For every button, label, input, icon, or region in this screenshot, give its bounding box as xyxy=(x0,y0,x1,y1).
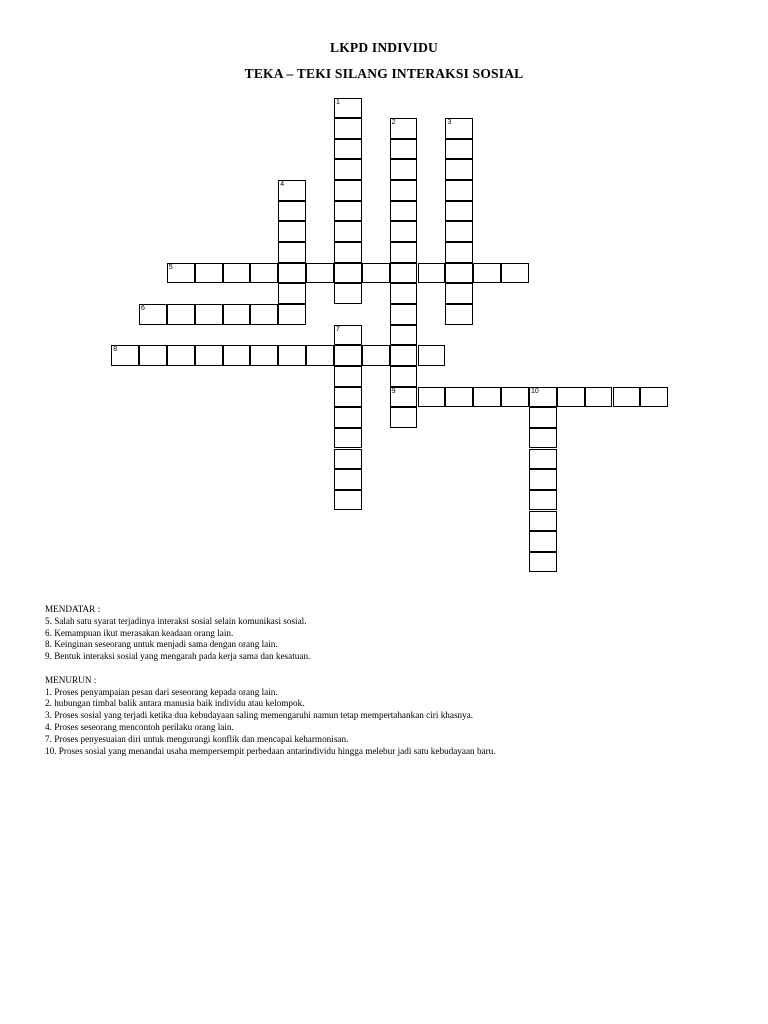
crossword-cell[interactable] xyxy=(278,263,306,284)
down-clue: 1. Proses penyampaian pesan dari seseorang kepada orang lain. xyxy=(45,686,278,697)
across-heading: MENDATAR : xyxy=(45,604,101,614)
crossword-cell[interactable] xyxy=(139,345,167,366)
clue-number: 2 xyxy=(391,119,396,127)
down-clue: 7. Proses penyesuaian diri untuk mengurangi konflik dan mencapai keharmonisan. xyxy=(45,733,349,744)
crossword-cell[interactable] xyxy=(334,263,362,284)
crossword-cell[interactable] xyxy=(529,449,557,470)
crossword-cell[interactable] xyxy=(278,283,306,304)
crossword-cell[interactable] xyxy=(278,242,306,263)
crossword-cell[interactable] xyxy=(613,387,641,408)
crossword-cell[interactable] xyxy=(334,345,362,366)
crossword-cell[interactable] xyxy=(362,345,390,366)
clue-number: 8 xyxy=(113,346,118,354)
crossword-cell[interactable] xyxy=(223,304,251,325)
crossword-cell[interactable] xyxy=(334,366,362,387)
down-heading: MENURUN : xyxy=(45,674,97,685)
crossword-cell[interactable] xyxy=(418,387,446,408)
crossword-cell[interactable] xyxy=(223,345,251,366)
crossword-cell[interactable] xyxy=(278,201,306,222)
crossword-cell[interactable] xyxy=(640,387,668,408)
crossword-cell[interactable] xyxy=(334,325,362,346)
crossword-cell[interactable] xyxy=(445,159,473,180)
across-clue: 9. Bentuk interaksi sosial yang mengarah pada kerja sama dan kesatuan. xyxy=(45,651,311,662)
crossword-cell[interactable] xyxy=(334,449,362,470)
crossword-cell[interactable] xyxy=(445,283,473,304)
crossword-cell[interactable] xyxy=(557,387,585,408)
crossword-cell[interactable] xyxy=(390,304,418,325)
crossword-cell[interactable] xyxy=(501,263,529,284)
down-clue: 3. Proses sosial yang terjadi ketika dua kebudayaan saling memengaruhi namun tetap mempertahankan ciri khasnya. xyxy=(45,710,474,721)
clue-number: 7 xyxy=(336,325,340,333)
crossword-cell[interactable] xyxy=(334,98,362,119)
crossword-cell[interactable] xyxy=(390,325,418,346)
clue-number: 1 xyxy=(336,98,340,106)
crossword-cell[interactable] xyxy=(195,263,223,284)
crossword-cell[interactable] xyxy=(167,263,195,284)
clue-number: 4 xyxy=(280,181,285,189)
crossword-cell[interactable] xyxy=(529,407,557,428)
clue-number: 5 xyxy=(168,263,173,271)
crossword-cell[interactable] xyxy=(445,242,473,263)
crossword-cell[interactable] xyxy=(334,407,362,428)
down-clue: 2. hubungan timbal balik antara manusia baik individu atau kelompok. xyxy=(45,698,305,709)
crossword-cell[interactable] xyxy=(306,345,334,366)
crossword-cell[interactable] xyxy=(390,366,418,387)
crossword-cell[interactable] xyxy=(390,387,418,408)
crossword-cell[interactable] xyxy=(445,387,473,408)
across-clue: 8. Keinginan seseorang untuk menjadi sama dengan orang lain. xyxy=(45,639,278,650)
crossword-cell[interactable] xyxy=(334,180,362,201)
crossword-cell[interactable] xyxy=(445,118,473,139)
crossword-cell[interactable] xyxy=(334,469,362,490)
crossword-cell[interactable] xyxy=(167,304,195,325)
crossword-cell[interactable] xyxy=(501,387,529,408)
crossword-cell[interactable] xyxy=(585,387,613,408)
crossword-cell[interactable] xyxy=(390,407,418,428)
across-clue: 5. Salah satu syarat terjadinya interaksi sosial selain komunikasi sosial. xyxy=(45,615,307,626)
crossword-cell[interactable] xyxy=(390,345,418,366)
crossword-cell[interactable] xyxy=(278,345,306,366)
crossword-cell[interactable] xyxy=(390,180,418,201)
crossword-cell[interactable] xyxy=(278,221,306,242)
crossword-cell[interactable] xyxy=(390,118,418,139)
crossword-cell[interactable] xyxy=(390,221,418,242)
clue-number: 6 xyxy=(141,305,145,312)
crossword-cell[interactable] xyxy=(390,159,418,180)
crossword-cell[interactable] xyxy=(418,345,446,366)
crossword-cell[interactable] xyxy=(529,490,557,511)
crossword-cell[interactable] xyxy=(250,345,278,366)
crossword-cell[interactable] xyxy=(390,283,418,304)
crossword-cell[interactable] xyxy=(334,139,362,160)
crossword-cell[interactable] xyxy=(529,387,557,408)
crossword-cell[interactable] xyxy=(529,428,557,449)
crossword-cell[interactable] xyxy=(390,201,418,222)
crossword-cell[interactable] xyxy=(278,180,306,201)
crossword-cell[interactable] xyxy=(334,242,362,263)
crossword-cell[interactable] xyxy=(278,304,306,325)
crossword-cell[interactable] xyxy=(445,263,473,284)
crossword-cell[interactable] xyxy=(334,387,362,408)
crossword-cell[interactable] xyxy=(167,345,195,366)
crossword-cell[interactable] xyxy=(473,263,501,284)
worksheet-title: LKPD INDIVIDU xyxy=(330,40,438,55)
crossword-cell[interactable] xyxy=(390,263,418,284)
crossword-cell[interactable] xyxy=(195,304,223,325)
crossword-cell[interactable] xyxy=(334,159,362,180)
crossword-cell[interactable] xyxy=(362,263,390,284)
crossword-cell[interactable] xyxy=(529,511,557,532)
crossword-cell[interactable] xyxy=(195,345,223,366)
clues-section xyxy=(45,604,745,757)
across-clue: 6. Kemampuan ikut merasakan keadaan orang lain. xyxy=(45,627,234,638)
crossword-cell[interactable] xyxy=(418,263,446,284)
clue-number: 3 xyxy=(447,119,452,127)
crossword-cell[interactable] xyxy=(445,139,473,160)
crossword-cell[interactable] xyxy=(334,118,362,139)
crossword-cell[interactable] xyxy=(390,242,418,263)
crossword-cell[interactable] xyxy=(473,387,501,408)
clue-number: 10 xyxy=(530,387,539,395)
crossword-cell[interactable] xyxy=(334,201,362,222)
crossword-cell[interactable] xyxy=(445,304,473,325)
down-clue: 4. Proses seseorang mencontoh perilaku orang lain. xyxy=(45,721,234,732)
crossword-cell[interactable] xyxy=(334,490,362,511)
crossword-cell[interactable] xyxy=(334,221,362,242)
crossword-title: TEKA – TEKI SILANG INTERAKSI SOSIAL xyxy=(244,66,524,81)
crossword-cell[interactable] xyxy=(445,201,473,222)
crossword-cell[interactable] xyxy=(250,263,278,284)
crossword-cell[interactable] xyxy=(111,345,139,366)
crossword-cell[interactable] xyxy=(445,221,473,242)
crossword-cell[interactable] xyxy=(334,428,362,449)
clue-number: 9 xyxy=(391,387,396,395)
crossword-cell[interactable] xyxy=(306,263,334,284)
crossword-cell[interactable] xyxy=(250,304,278,325)
crossword-cell[interactable] xyxy=(445,180,473,201)
crossword-cell[interactable] xyxy=(223,263,251,284)
crossword-cell[interactable] xyxy=(390,139,418,160)
crossword-cell[interactable] xyxy=(529,552,557,573)
across-clues xyxy=(45,604,745,663)
down-clue: 10. Proses sosial yang menandai usaha mempersempit perbedaan antarindividu hingga melebur jadi satu kebudayaan baru. xyxy=(45,745,496,756)
crossword-cell[interactable] xyxy=(529,469,557,490)
crossword-cell[interactable] xyxy=(334,283,362,304)
crossword-cell[interactable] xyxy=(529,531,557,552)
crossword-cell[interactable] xyxy=(139,304,167,325)
down-clues xyxy=(45,675,745,758)
